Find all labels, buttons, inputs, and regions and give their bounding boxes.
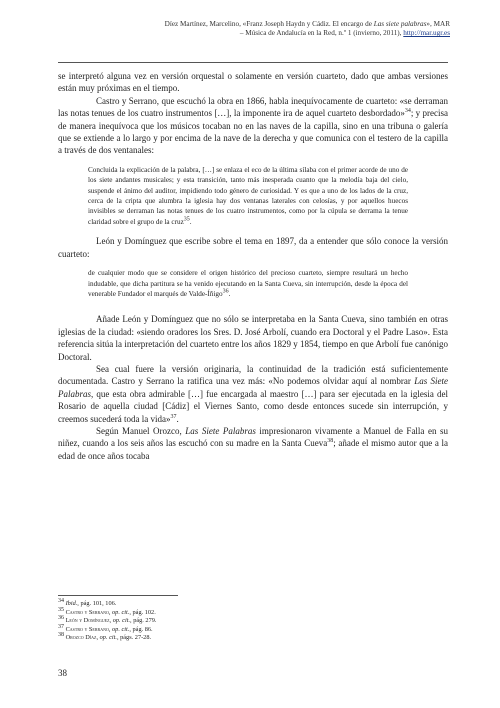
header-citation-line1: Díez Martínez, Marcelino, «Franz Joseph Haydn y Cádiz. El encargo de Las siete palabras», MAR [164, 20, 450, 28]
header-work-title: Las siete palabras [373, 20, 427, 28]
footnote-36: $^{36}$ León y Domínguez, op. cit., pág. 279. [58, 615, 157, 625]
paragraph-6: Según Manuel Orozco, Las Siete Palabras impresionaron vivamente a Manuel de Falla en su niñez, cuando a los seis años las escuchó con su madre en la Santa Cueva$^{38}$; añade el mismo autor que a la edad de once años tocaba [58, 425, 448, 461]
footnote-ref-34[interactable]: 34 [404, 108, 411, 115]
footnote-ref-36[interactable]: 36 [222, 288, 229, 295]
body-text [58, 70, 448, 462]
footnote-ref-35[interactable]: 35 [183, 216, 190, 223]
paragraph-3: León y Domínguez que escribe sobre el tema en 1897, da a entender que sólo conoce la versión cuarteto: [58, 236, 448, 259]
footnote-35: $^{35}$ Castro y Serrano, op. cit., pág. 102. [58, 606, 156, 616]
footnote-34: $^{34}$ Ibid., pág. 101, 106. [58, 597, 117, 607]
header-rule [58, 62, 448, 63]
footnotes [58, 597, 448, 643]
footnote-ref-38[interactable]: 38 [327, 438, 334, 445]
paragraph-1: se interpretó alguna vez en versión orquestal o solamente en versión cuarteto, dado que ambas versiones están muy próximas en el tiempo. [58, 71, 448, 94]
paragraph-5: Sea cual fuere la versión originaria, la continuidad de la tradición está suficientemente documentada. Castro y Serrano la ratifica una vez más: «No podemos olvidar aquí al nombrar Las Siete Palabras, que esta obra admirable […] fue encargada al maestro […] para ser ejecutada en la iglesia del Rosario de aquella ciudad [Cádiz] el Viernes Santo, como desde entonces sucede sin interrupción, y creemos sucederá toda la vida»$^{37}$. [58, 363, 448, 424]
footnote-37: $^{37}$ Castro y Serrano, op. cit., pág. 86. [58, 623, 153, 633]
journal-link[interactable]: http://mar.ugr.es [403, 29, 450, 38]
header-citation-line2: – Música de Andalucía en la Red, n.º 1 (invierno, 2011), http://mar.ugr.es [239, 29, 450, 38]
paragraph-2: Castro y Serrano, que escuchó la obra en 1866, habla inequívocamente de cuarteto: «se derraman las notas tenues de los cuatro instrumentos […], la imponente ira de aquel cuarteto desbordado»$^{34}$; y precisa de manera inequívoca que los músicos tocaban no en las naves de la capilla, sino en una tribuna o galería que se extiende a lo largo y por encima de la nave de la derecha y que comunica con el testero de la capilla a través de dos ventanales: [58, 95, 448, 156]
footnote-38: $^{38}$ Orozco Díaz, op. cit., págs. 27-28. [58, 632, 152, 642]
page-number: 38 [58, 668, 67, 678]
footnote-ref-37[interactable]: 37 [170, 413, 177, 420]
footnote-rule [58, 595, 178, 596]
paragraph-4: Añade León y Domínguez que no sólo se interpretaba en la Santa Cueva, sino también en otras iglesias de la ciudad: «siendo oradores los Sres. D. José Arbolí, cuando era Doctoral y el Padre Laso». Esta referencia sitúa la interpretación del cuarteto entre los años 1829 y 1854, tiempo en que Arbolí fue canónigo Doctoral. [58, 314, 448, 362]
running-header [70, 20, 450, 39]
block-quote-1: Concluida la explicación de la palabra, […] se enlaza el eco de la última sílaba con el primer acorde de uno de los siete andantes musicales; y esta transición, tanto más inesperada cuanto que la melodía baja del cielo, suspende el ánimo del auditor, impidiendo todo género de curiosidad. Y es que a uno de los lados de la cruz, cerca de la cripta que alumbra la iglesia hay dos ventanas laterales con celosías, y por aquellos huecos invisibles se derraman las notas tenues de los cuatro instrumentos, como por la cúpula se derrama la tenue claridad sobre el grupo de la cruz$^{35}$. [88, 165, 408, 226]
block-quote-2: de cualquier modo que se considere el origen histórico del precioso cuarteto, siempre resultará un hecho indudable, que dicha partitura se ha venido ejecutando en la Santa Cueva, sin interrupción, desde la época del venerable Fundador el marqués de Valde-Íñigo$^{36}$. [88, 269, 408, 298]
